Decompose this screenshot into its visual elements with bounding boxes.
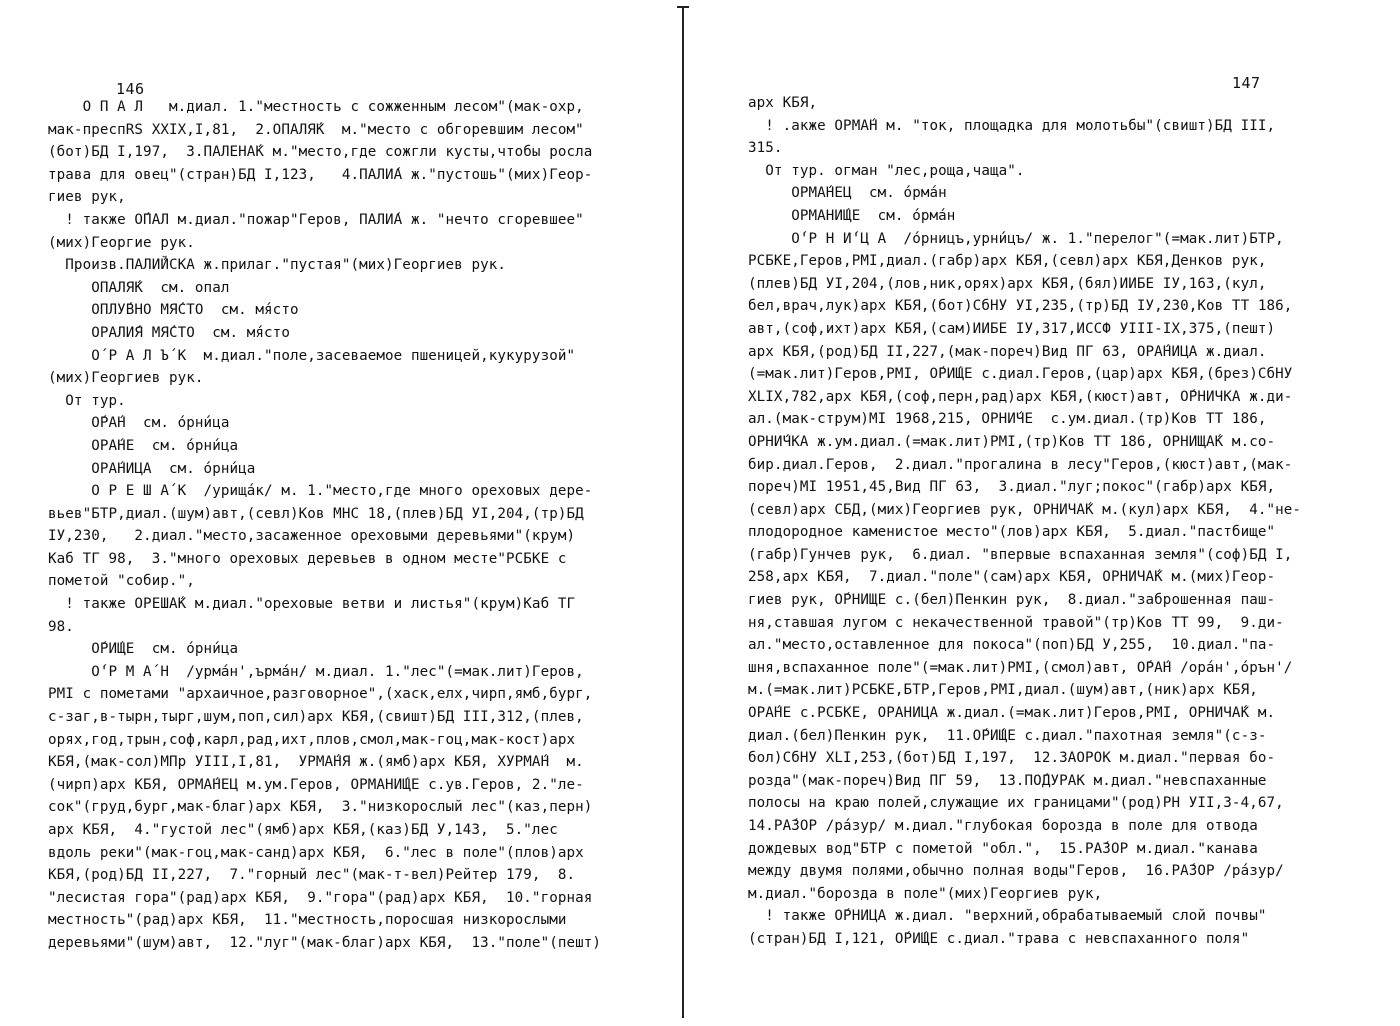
text-line: От тур. огман "лес,роща,чаща".	[748, 162, 1025, 179]
text-line: РСБКЕ,Геров,PMI,диал.(габр)арх КБЯ,(севл)арх КБЯ,Денков рук,	[748, 253, 1267, 270]
text-line: м.(=мак.лит)РСБКЕ,БТР,Геров,PMI,диал.(шум)авт,(ник)арх КБЯ,	[748, 682, 1258, 699]
right-page-text	[748, 92, 1376, 951]
text-line: ОПАЛЯ́К см. опал	[48, 279, 230, 296]
page-number: 146	[116, 80, 145, 98]
text-line: между двумя полями,обычно полная воды"Геров, 16.РА́ЗОР /ра́зур/	[748, 863, 1284, 880]
text-line: Произв.ПАЛИ́ЙСКА ж.прилаг."пустая"(мих)Георгиев рук.	[48, 257, 507, 274]
text-line: ОРНИ́ЧКА ж.ум.диал.(=мак.лит)PMI,(тр)Ков ТТ 186, ОРНИЩА́К м.со-	[748, 433, 1276, 450]
text-line: О Р Е Ш А́ К /урища́к/ м. 1."место,где много ореховых дере-	[48, 483, 593, 500]
text-line: "лесистая гора"(рад)арх КБЯ, 9."гора"(рад)арх КБЯ, 10."горная	[48, 889, 593, 906]
text-line: (габр)Гунчев рук, 6.диал. "впервые вспаханная земля"(соф)БД I,	[748, 546, 1293, 563]
text-line: орях,год,трын,соф,карл,рад,ихт,плов,смол,мак-гоц,мак-кост)арх	[48, 731, 576, 748]
left-page-text	[48, 96, 660, 955]
text-line: ОПЛУ́ВНО МЯ́СТО см. мя́сто	[48, 302, 299, 319]
text-line: (стран)БД I,121, О́РИ́ЩЕ с.диал."трава с невспаханного поля"	[748, 930, 1250, 947]
text-line: ОРМА́НЕЦ см. о́рма́н	[748, 185, 947, 202]
text-line: полосы на краю полей,служащие их границами"(род)РН УII,3-4,67,	[748, 795, 1284, 812]
text-line: авт,(соф,ихт)арх КБЯ,(сам)ИИБЕ IУ,317,ИССФ УIII-IX,375,(пешт)	[748, 320, 1276, 337]
text-line: Каб ТГ 98, 3."много ореховых деревьев в одном месте"РСБКЕ с	[48, 550, 567, 567]
text-line: О́РИ́ЩЕ см. о́рни́ца	[48, 641, 239, 658]
text-line: О́'Р М А́ Н /урма́н',ърма́н/ м.диал. 1."лес"(=мак.лит)Геров,	[48, 663, 584, 680]
text-line: КБЯ,(мак-сол)МПр УIII,I,81, УРМА́НЯ ж.(ямб)арх КБЯ, ХУРМА́Н м.	[48, 754, 584, 771]
text-line: плодородное каменистое место"(лов)арх КБЯ, 5.диал."пастбище"	[748, 524, 1276, 541]
text-line: местность"(рад)арх КБЯ, 11."местность,поросшая низкорослыми	[48, 912, 567, 929]
text-line: ! также О́РНИЦА ж.диал. "верхний,обрабатываемый слой почвы"	[748, 908, 1267, 925]
text-line: 14.РА́ЗОР /ра́зур/ м.диал."глубокая борозда в поле для отвода	[748, 818, 1258, 834]
text-line: сок"(груд,бург,мак-благ)арх КБЯ, 3."низкорослый лес"(каз,перн)	[48, 799, 593, 816]
text-line: розда"(мак-пореч)Вид ПГ 59, 13.ПО́ДУРАК м.диал."невспаханные	[748, 772, 1267, 789]
text-line: IУ,230, 2.диал."место,засаженное ореховыми деревьями"(крум)	[48, 528, 576, 545]
text-line: О́ Р А Л Ъ́ К м.диал."поле,засеваемое пшеницей,кукурузой"	[48, 347, 576, 364]
text-line: ал.(мак-струм)MI 1968,215, ОРНИ́ЧЕ с.ум.диал.(тр)Ков ТТ 186,	[748, 411, 1267, 428]
text-line: ал."место,оставленное для покоса"(поп)БД У,255, 10.диал."па-	[748, 637, 1276, 654]
text-line: ня,ставшая лугом с некачественной травой"(тр)Ков ТТ 99, 9.ди-	[748, 614, 1284, 631]
text-line: (чирп)арх КБЯ, ОРМА́НЕЦ м.ум.Геров, ОРМАНИ́ЩЕ с.ув.Геров, 2."ле-	[48, 776, 584, 793]
text-line: ОРАЛИ́Я МЯ́СТО см. мя́сто	[48, 324, 290, 341]
text-line: арх КБЯ,(род)БД II,227,(мак-пореч)Вид ПГ 63, ОРА́НИЦА ж.диал.	[748, 343, 1267, 360]
text-line: (=мак.лит)Геров,PMI, О́РИ́ЩЕ с.диал.Геров,(цар)арх КБЯ,(брез)СбНУ	[748, 366, 1293, 383]
text-line: О П А Л м.диал. 1."местность с сожженным лесом"(мак-охр,	[48, 99, 584, 115]
text-line: с-заг,в-тырн,тырг,шум,поп,сил)арх КБЯ,(свишт)БД III,312,(плев,	[48, 709, 584, 726]
text-line: пометой "собир.",	[48, 573, 195, 590]
text-line: XLIX,782,арх КБЯ,(соф,перн,рад)арх КБЯ,(кюст)авт, О́РНИЧКА ж.ди-	[748, 388, 1293, 405]
text-line: вьев"БТР,диал.(шум)авт,(севл)Ков МНС 18,(плев)БД УI,204,(тр)БД	[48, 505, 584, 522]
text-line: ОРА́НИЦА см. о́рни́ца	[48, 460, 256, 477]
text-line: диал.(бел)Пенкин рук, 11.О́РИ́ЩЕ с.диал."пахотная земля"(с-з-	[748, 727, 1267, 744]
text-line: 98.	[48, 618, 74, 635]
text-line: арх КБЯ,	[748, 95, 818, 111]
text-line: PMI с пометами "архаичное,разговорное",(хаск,елх,чирп,ямб,бург,	[48, 686, 593, 703]
text-line: пореч)MI 1951,45,Вид ПГ 63, 3.диал."луг;покос"(габр)арх КБЯ,	[748, 479, 1276, 496]
text-line: (севл)арх СБД,(мих)Георгиев рук, ОРНИЧА́К м.(кул)арх КБЯ, 4."не-	[748, 501, 1302, 518]
text-line: гиев рук, О́РНИЩЕ с.(бел)Пенкин рук, 8.диал."заброшенная паш-	[748, 592, 1276, 609]
text-line: (бот)БД I,197, 3.ПАЛЕНА́К м."место,где сожгли кусты,чтобы росла	[48, 144, 593, 161]
text-line: бел,врач,лук)арх КБЯ,(бот)СбНУ УI,235,(тр)БД IУ,230,Ков ТТ 186,	[748, 298, 1293, 315]
text-line: шня,вспаханное поле"(=мак.лит)PMI,(смол)авт, О́РА́Н /ора́н',о́рън'/	[748, 659, 1293, 676]
text-line: (плев)БД УI,204,(лов,ник,орях)арх КБЯ,(бял)ИИБЕ IУ,163,(кул,	[748, 275, 1267, 292]
text-line: 258,арх КБЯ, 7.диал."поле"(сам)арх КБЯ, ОРНИЧА́К м.(мих)Геор-	[748, 569, 1276, 586]
text-line: ! .акже ОРМА́Н м. "ток, площадка для молотьбы"(свишт)БД III,	[748, 117, 1276, 134]
text-line: ! также ОРЕША́К м.диал."ореховые ветви и листья"(крум)Каб ТГ	[48, 596, 576, 613]
text-line: дождевых вод"БТР с пометой "обл.", 15.РА́ЗОР м.диал."канава	[748, 840, 1258, 857]
text-line: О́'Р Н И́'Ц А /о́рницъ,урни́цъ/ ж. 1."перелог"(=мак.лит)БТР,	[748, 230, 1284, 247]
text-line: ОРМАНИ́ЩЕ см. о́рма́н	[748, 207, 956, 224]
text-line: КБЯ,(род)БД II,227, 7."горный лес"(мак-т-вел)Рейтер 179, 8.	[48, 867, 576, 884]
text-line: (мих)Георгие рук.	[48, 234, 195, 251]
text-line: м.диал."борозда в поле"(мих)Георгиев рук,	[748, 885, 1103, 902]
text-line: бол)СбНУ XLI,253,(бот)БД I,197, 12.ЗАОРОК м.диал."первая бо-	[748, 750, 1276, 767]
text-line: мак-преспRS XXIX,I,81, 2.ОПАЛЯ́К м."место с обгоревшим лесом"	[48, 121, 584, 138]
text-line: О́РА́Н см. о́рни́ца	[48, 415, 230, 432]
text-line: ! также О́ПАЛ м.диал."пожар"Геров, ПАЛИ́А ж. "нечто сгоревшее"	[48, 211, 584, 228]
text-line: 315.	[748, 140, 783, 157]
page-gutter	[682, 8, 684, 1018]
text-line: ОРА́НЕ см. о́рни́ца	[48, 437, 239, 454]
text-line: бир.диал.Геров, 2.диал."прогалина в лесу"Геров,(кюст)авт,(мак-	[748, 456, 1293, 473]
page-number: 147	[1232, 74, 1261, 92]
text-line: От тур.	[48, 392, 126, 409]
text-line: ОРА́НЕ с.РСБКЕ, ОРАНИЦА ж.диал.(=мак.лит)Геров,PMI, ОРНИЧА́К м.	[748, 705, 1276, 722]
text-line: гиев рук,	[48, 189, 126, 206]
text-line: (мих)Георгиев рук.	[48, 370, 204, 387]
text-line: трава для овец"(стран)БД I,123, 4.ПАЛИ́А ж."пустошь"(мих)Геор-	[48, 166, 593, 183]
text-line: вдоль реки"(мак-гоц,мак-санд)арх КБЯ, 6."лес в поле"(плов)арх	[48, 844, 584, 861]
text-line: деревьями"(шум)авт, 12."луг"(мак-благ)арх КБЯ, 13."поле"(пешт)	[48, 934, 602, 951]
text-line: арх КБЯ, 4."густой лес"(ямб)арх КБЯ,(каз)БД У,143, 5."лес	[48, 822, 558, 838]
